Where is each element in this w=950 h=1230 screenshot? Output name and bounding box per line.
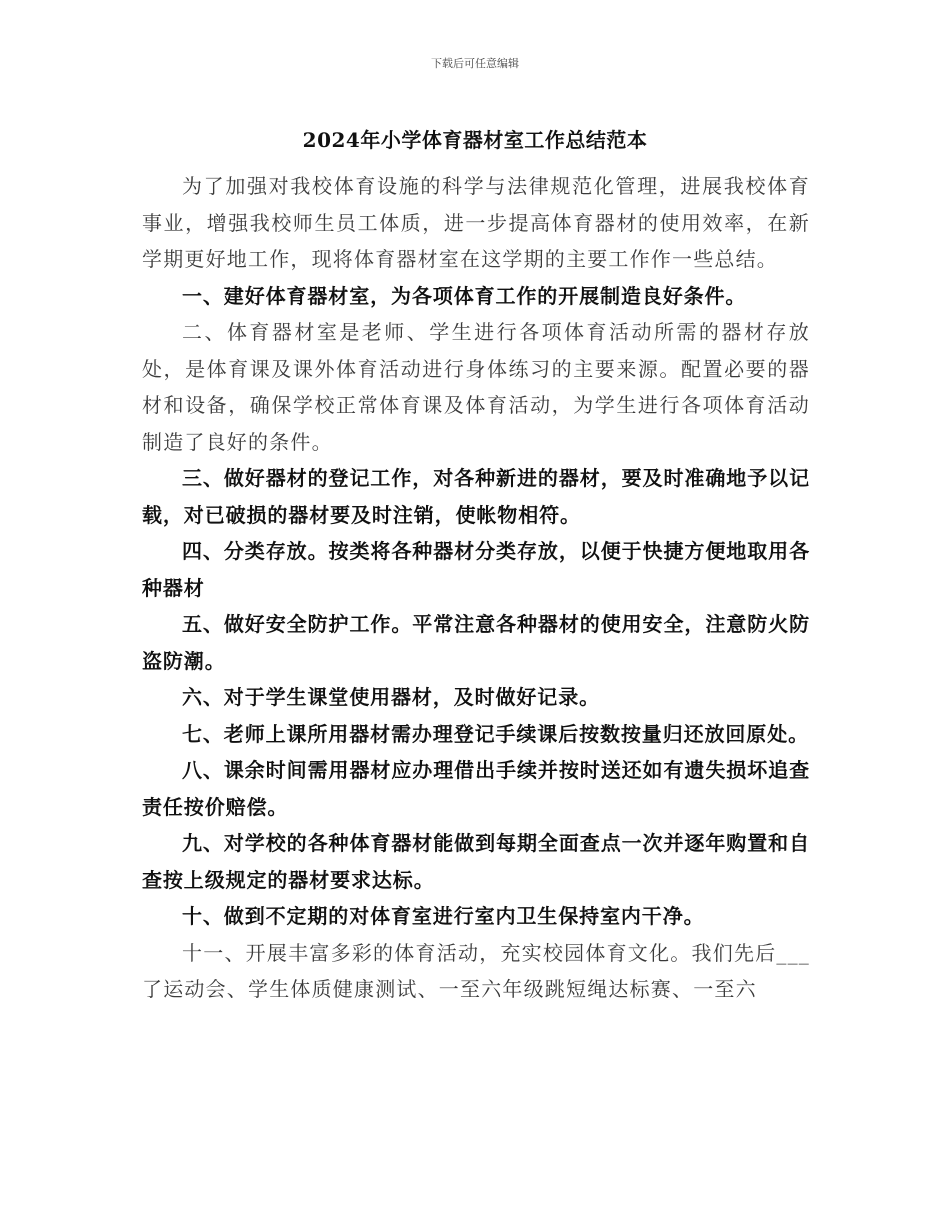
paragraph-item-4: 四、分类存放。按类将各种器材分类存放，以便于快捷方便地取用各种器材 xyxy=(142,539,810,600)
paragraph-item-11: 十一、开展丰富多彩的体育活动，充实校园体育文化。我们先后___了运动会、学生体质健康测试、一至六年级跳短绳达标赛、一至六 xyxy=(142,940,810,1001)
paragraph-item-1: 一、建好体育器材室，为各项体育工作的开展制造良好条件。 xyxy=(182,283,747,308)
paragraph-item-9: 九、对学校的各种体育器材能做到每期全面查点一次并逐年购置和自查按上级规定的器材要求达标。 xyxy=(142,831,810,892)
document-title: 2024年小学体育器材室工作总结范本 xyxy=(302,128,648,152)
paragraph-item-5: 五、做好安全防护工作。平常注意各种器材的使用安全，注意防火防盗防潮。 xyxy=(142,612,810,673)
paragraph-item-10: 十、做到不定期的对体育室进行室内卫生保持室内干净。 xyxy=(182,904,705,928)
page-header: 下载后可任意编辑 xyxy=(431,57,519,70)
paragraph-item-3: 三、做好器材的登记工作，对各种新进的器材，要及时准确地予以记载，对已破损的器材要及时注销，使帐物相符。 xyxy=(142,466,810,527)
paragraph-intro: 为了加强对我校体育设施的科学与法律规范化管理，进展我校体育事业，增强我校师生员工体质，进一步提高体育器材的使用效率，在新学期更好地工作，现将体育器材室在这学期的主要工作作一些总结。 xyxy=(142,174,810,271)
document-body xyxy=(142,168,810,1008)
paragraph-item-6: 六、对于学生课堂使用器材，及时做好记录。 xyxy=(182,685,600,709)
paragraph-item-8: 八、课余时间需用器材应办理借出手续并按时送还如有遗失损坏追查责任按价赔偿。 xyxy=(142,758,810,819)
paragraph-item-7: 七、老师上课所用器材需办理登记手续课后按数按量归还放回原处。 xyxy=(182,721,809,746)
paragraph-item-2: 二、体育器材室是老师、学生进行各项体育活动所需的器材存放处，是体育课及课外体育活动进行身体练习的主要来源。配置必要的器材和设备，确保学校正常体育课及体育活动，为学生进行各项体育活动制造了良好的条件。 xyxy=(142,320,810,454)
